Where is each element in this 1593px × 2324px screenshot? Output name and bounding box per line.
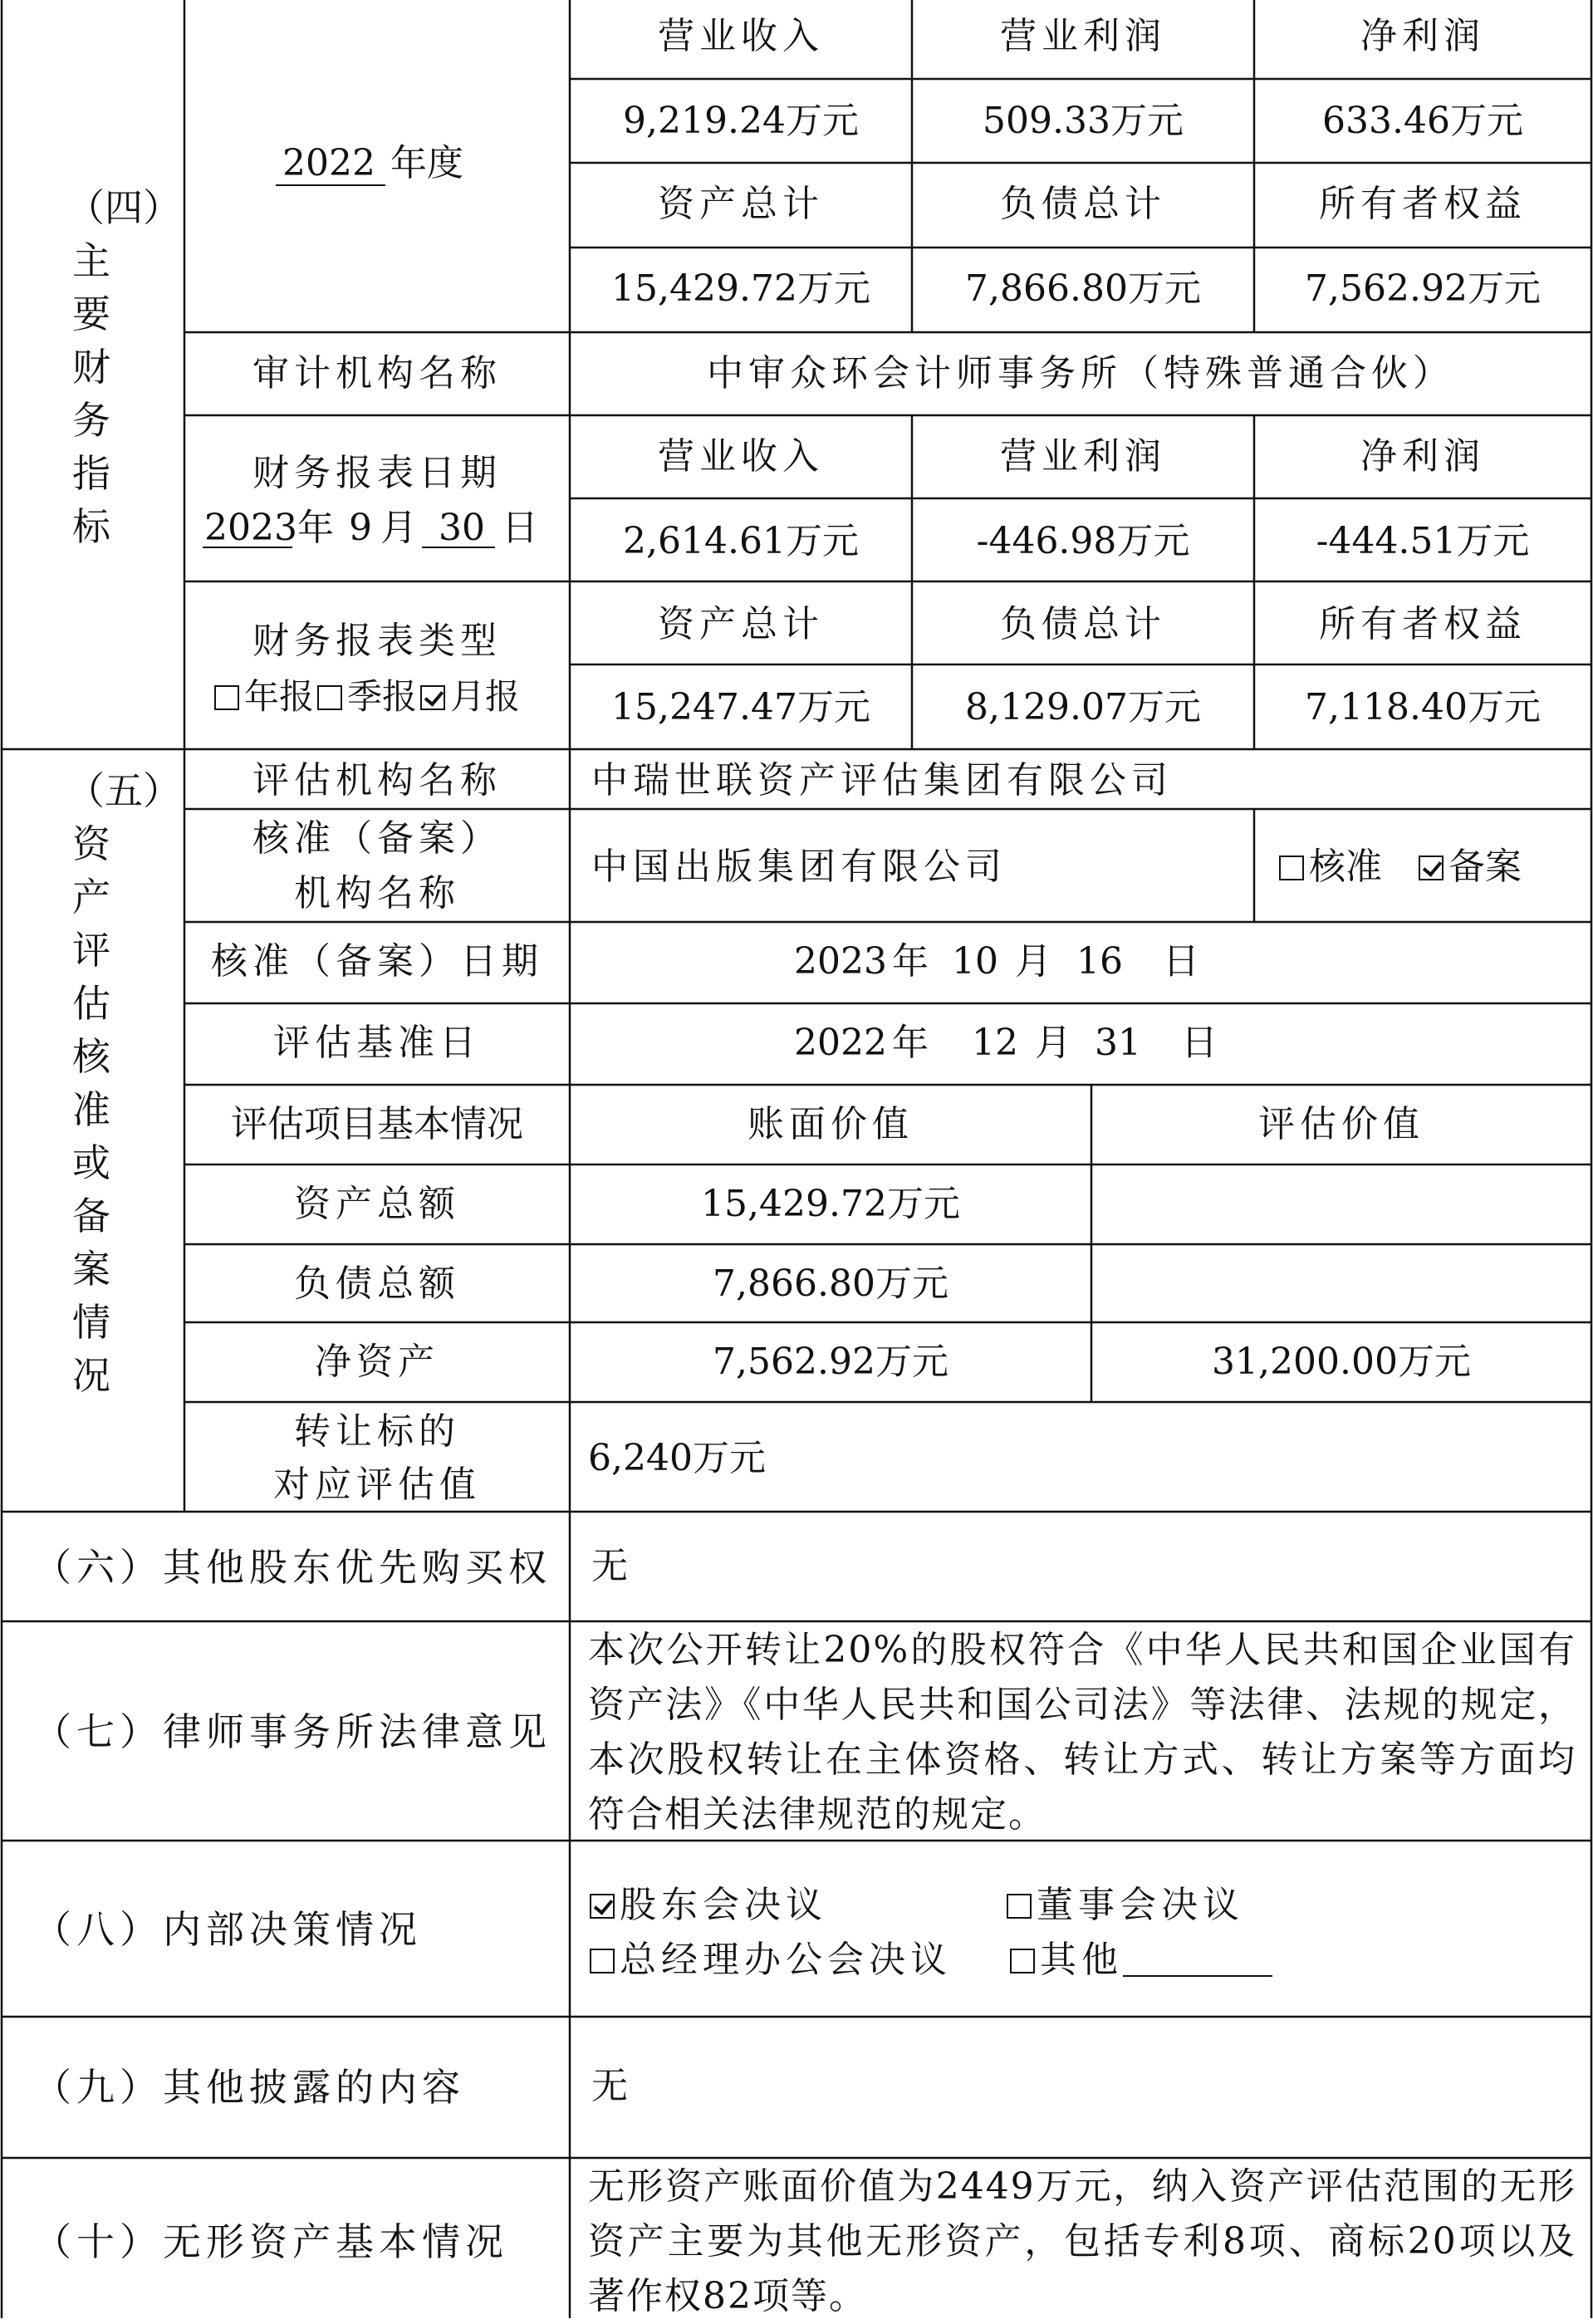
base-date-day-char: 日 xyxy=(1181,1022,1218,1064)
audit-org-value: 中审众环会计师事务所（特殊普通合伙） xyxy=(707,352,1454,395)
report-day-underline xyxy=(422,547,495,548)
section10-label: （十）无形资产基本情况 xyxy=(33,2219,508,2264)
other-decision-blank-line xyxy=(1123,1975,1272,1977)
report-type-label: 财务报表类型 xyxy=(252,620,502,662)
eval-value-header: 评估价值 xyxy=(1258,1103,1424,1145)
total-assets-book: 15,429.72万元 xyxy=(701,1183,960,1225)
shareholders-resolution-checkbox[interactable] xyxy=(590,1894,615,1919)
eval-org-label: 评估机构名称 xyxy=(252,759,502,802)
total-liabilities-label: 负债总额 xyxy=(294,1263,460,1305)
section6-value: 无 xyxy=(591,1545,628,1587)
header-net-profit: 净利润 xyxy=(1360,15,1485,57)
base-date-year-char: 年 xyxy=(892,1022,929,1064)
shareholders-resolution-label: 股东会决议 xyxy=(620,1884,827,1926)
board-resolution-checkbox[interactable] xyxy=(1007,1894,1032,1919)
period-header-revenue: 营业收入 xyxy=(658,435,824,478)
report-year-underline xyxy=(203,547,292,548)
base-date-month-char: 月 xyxy=(1035,1022,1071,1064)
period-header-net-profit: 净利润 xyxy=(1360,435,1485,478)
approve-date-label: 核准（备案）日期 xyxy=(211,940,543,983)
header-total-assets: 资产总计 xyxy=(658,183,824,225)
period-header-operating-profit: 营业利润 xyxy=(1000,435,1166,478)
fiscal-year-value: 2022 xyxy=(282,142,375,184)
section7-label: （七）律师事务所法律意见 xyxy=(33,1709,551,1754)
period-net-profit: -444.51万元 xyxy=(1316,520,1530,562)
section10-intangible-assets: 无形资产账面价值为2449万元，纳入资产评估范围的无形资产主要为其他无形资产，包括专利8项、商标20项以及著作权82项等。 xyxy=(588,2165,1576,2317)
quarterly-report-checkbox[interactable] xyxy=(317,685,342,710)
net-assets-eval: 31,200.00万元 xyxy=(1212,1341,1471,1383)
approve-date-day: 16 xyxy=(1076,940,1123,983)
total-assets-label: 资产总额 xyxy=(294,1183,460,1225)
annual-total-liabilities: 7,866.80万元 xyxy=(965,267,1201,310)
other-decision-checkbox[interactable] xyxy=(1010,1949,1035,1973)
base-date-day: 31 xyxy=(1095,1022,1141,1064)
approve-date-year-char: 年 xyxy=(892,940,929,983)
approve-date-month: 10 xyxy=(952,940,998,983)
other-decision-label: 其他 xyxy=(1040,1939,1123,1981)
record-option-label: 备案 xyxy=(1448,846,1522,888)
approve-date-month-char: 月 xyxy=(1015,940,1051,983)
target-eval-label-line2: 对应评估值 xyxy=(273,1464,481,1506)
header-operating-profit: 营业利润 xyxy=(1000,15,1166,57)
annual-operating-profit: 509.33万元 xyxy=(983,100,1184,142)
audit-org-label: 审计机构名称 xyxy=(252,352,502,395)
period-total-assets: 15,247.47万元 xyxy=(611,686,870,728)
approve-org-label-line1: 核准（备案） xyxy=(252,817,502,860)
base-date-label: 评估基准日 xyxy=(273,1022,481,1064)
period-operating-profit: -446.98万元 xyxy=(976,520,1190,562)
header-revenue: 营业收入 xyxy=(658,15,824,57)
monthly-report-checkbox[interactable] xyxy=(420,685,445,710)
header-total-liabilities: 负债总计 xyxy=(1000,183,1166,225)
base-date-year: 2022 xyxy=(794,1022,887,1064)
project-info-label: 评估项目基本情况 xyxy=(231,1103,523,1145)
net-assets-book: 7,562.92万元 xyxy=(713,1341,948,1383)
approve-org-value: 中国出版集团有限公司 xyxy=(591,846,1007,888)
other-option xyxy=(1010,1939,1123,1981)
fiscal-year-underline xyxy=(276,184,385,186)
fiscal-year-suffix: 年度 xyxy=(390,142,463,184)
board-resolution-label: 董事会决议 xyxy=(1037,1884,1244,1926)
approve-org-label-line2: 机构名称 xyxy=(294,872,460,914)
eval-org-value: 中瑞世联资产评估集团有限公司 xyxy=(591,759,1173,802)
target-eval-label-line1: 转让标的 xyxy=(294,1410,460,1453)
approve-checkbox[interactable] xyxy=(1279,856,1304,880)
approve-record-options xyxy=(1279,846,1522,888)
base-date-month: 12 xyxy=(972,1022,1018,1064)
section9-label: （九）其他披露的内容 xyxy=(33,2065,465,2110)
total-liabilities-book: 7,866.80万元 xyxy=(713,1263,948,1305)
annual-report-label: 年报 xyxy=(244,676,315,717)
gm-meeting-checkbox[interactable] xyxy=(590,1949,615,1973)
annual-total-assets: 15,429.72万元 xyxy=(611,267,870,310)
report-date-month-char: 月 xyxy=(380,507,417,549)
period-header-total-liabilities: 负债总计 xyxy=(1000,603,1166,645)
section4-title: （四）主要财务指标 xyxy=(66,185,181,549)
quarterly-report-label: 季报 xyxy=(347,676,418,717)
period-revenue: 2,614.61万元 xyxy=(623,520,859,562)
report-date-day: 30 xyxy=(439,507,485,549)
report-type-options xyxy=(214,676,521,717)
period-header-owners-equity: 所有者权益 xyxy=(1319,603,1527,645)
report-date-year: 2023 xyxy=(204,507,297,549)
section9-value: 无 xyxy=(591,2065,628,2107)
gm-meeting-label: 总经理办公会决议 xyxy=(620,1939,952,1981)
report-date-day-char: 日 xyxy=(502,507,538,549)
approve-date-year: 2023 xyxy=(794,940,887,983)
monthly-report-label: 月报 xyxy=(450,676,521,717)
section6-label: （六）其他股东优先购买权 xyxy=(33,1545,551,1590)
section7-legal-opinion: 本次公开转让20%的股权符合《中华人民共和国企业国有资产法》《中华人民共和国公司法》等法律、法规的规定，本次股权转让在主体资格、转让方式、转让方案等方面均符合相关法律规范的规定。 xyxy=(588,1629,1576,1836)
approve-date-day-char: 日 xyxy=(1163,940,1199,983)
section8-label: （八）内部决策情况 xyxy=(33,1907,422,1952)
report-date-month: 9 xyxy=(349,507,372,549)
annual-revenue: 9,219.24万元 xyxy=(623,100,859,142)
period-total-liabilities: 8,129.07万元 xyxy=(965,686,1201,728)
approve-option-label: 核准 xyxy=(1309,846,1382,888)
book-value-header: 账面价值 xyxy=(747,1103,914,1145)
section5-title: （五）资产评估核准或备案情况 xyxy=(66,768,181,1398)
shareholders-option xyxy=(590,1884,827,1926)
board-option xyxy=(1007,1884,1244,1926)
annual-net-profit: 633.46万元 xyxy=(1322,100,1523,142)
report-date-label: 财务报表日期 xyxy=(252,452,502,494)
report-date-year-char: 年 xyxy=(297,507,334,549)
header-owners-equity: 所有者权益 xyxy=(1319,183,1527,225)
annual-report-checkbox[interactable] xyxy=(214,685,239,710)
target-eval-value: 6,240万元 xyxy=(588,1437,766,1479)
period-owners-equity: 7,118.40万元 xyxy=(1305,686,1541,728)
annual-owners-equity: 7,562.92万元 xyxy=(1305,267,1541,310)
gm-option xyxy=(590,1939,952,1981)
period-header-total-assets: 资产总计 xyxy=(658,603,824,645)
record-checkbox[interactable] xyxy=(1419,856,1444,880)
net-assets-label: 净资产 xyxy=(315,1341,439,1383)
